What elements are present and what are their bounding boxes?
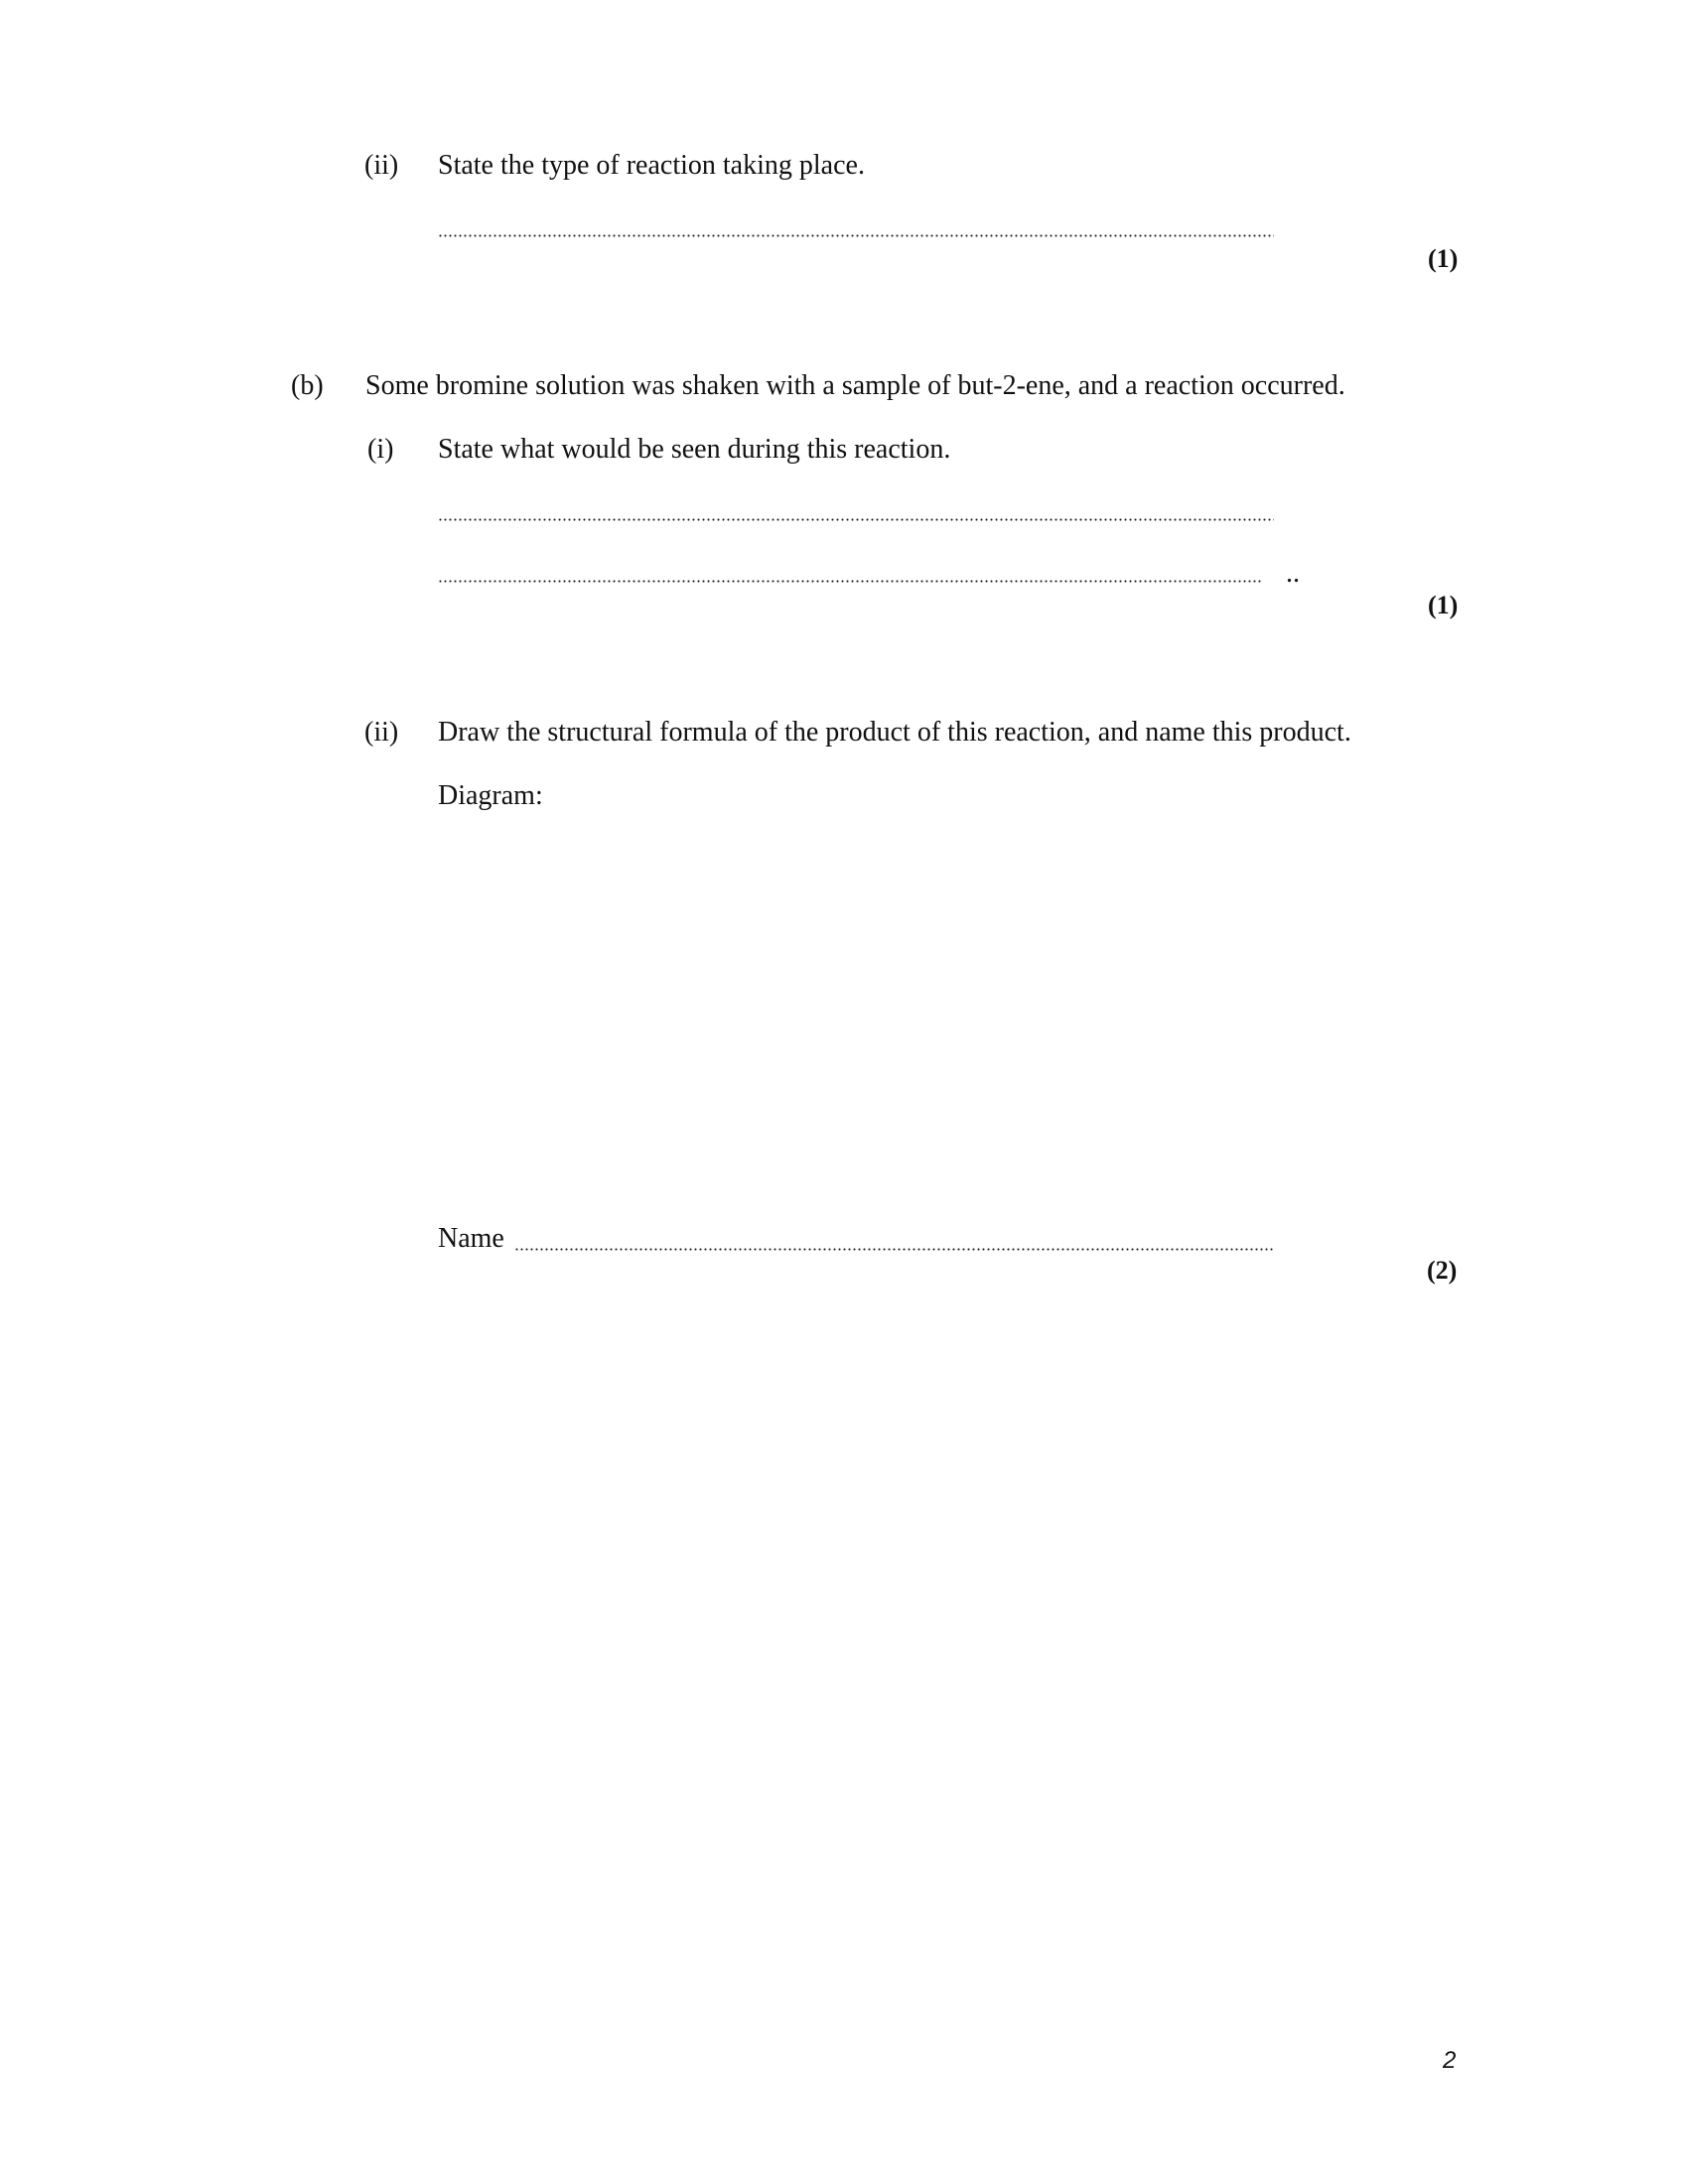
answer-line-b-i-1[interactable] bbox=[438, 518, 1274, 521]
answer-line-name[interactable] bbox=[514, 1248, 1274, 1251]
question-b-i-text: State what would be seen during this reaction. bbox=[438, 434, 951, 465]
question-a-ii-text: State the type of reaction taking place. bbox=[438, 150, 865, 181]
question-b-ii-label: (ii) bbox=[364, 717, 399, 748]
question-a-ii-label: (ii) bbox=[364, 150, 399, 181]
question-b-text: Some bromine solution was shaken with a sample of but-2-ene, and a reaction occurred. bbox=[365, 370, 1345, 401]
name-label: Name bbox=[438, 1223, 504, 1254]
diagram-drawing-area[interactable] bbox=[438, 824, 1312, 1201]
page-number: 2 bbox=[1443, 2047, 1457, 2074]
diagram-label: Diagram: bbox=[438, 780, 543, 811]
question-b-i-label: (i) bbox=[367, 434, 394, 465]
answer-line-b-i-2[interactable] bbox=[438, 580, 1262, 583]
question-b-label: (b) bbox=[291, 370, 324, 401]
marks-a-ii: (1) bbox=[1428, 244, 1459, 273]
question-b-ii-text: Draw the structural formula of the product of this reaction, and name this product. bbox=[438, 717, 1351, 748]
marks-b-i: (1) bbox=[1428, 591, 1459, 619]
answer-line-a-ii[interactable] bbox=[438, 234, 1274, 237]
answer-line-b-i-tail: .. bbox=[1286, 558, 1300, 589]
marks-b-ii: (2) bbox=[1427, 1256, 1458, 1285]
